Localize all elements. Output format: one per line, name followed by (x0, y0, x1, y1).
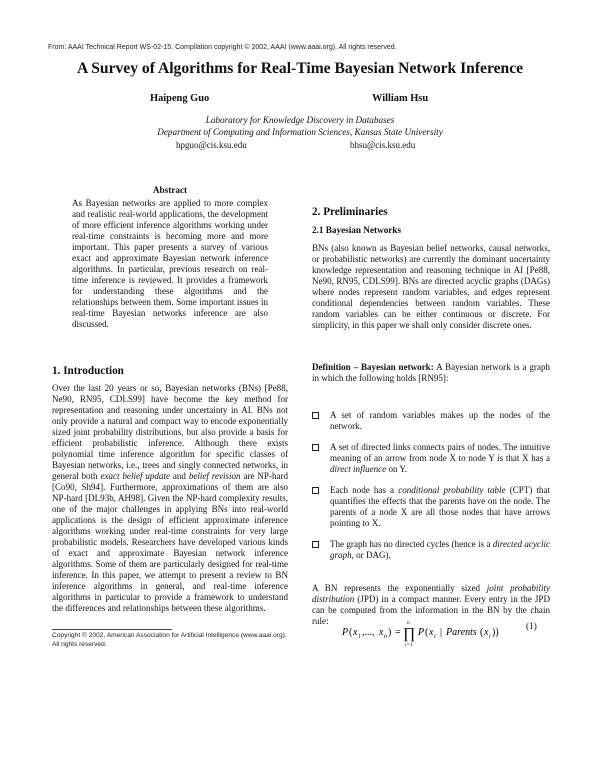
bullet-emphasis: conditional probability table (398, 485, 506, 495)
subsection-heading-bayesian-networks: 2.1 Bayesian Networks (312, 225, 402, 235)
svg-text:,...,: ,..., (362, 627, 375, 638)
bullet-emphasis: directed acyclic graph (330, 539, 550, 560)
section-heading-introduction: 1. Introduction (52, 365, 124, 377)
svg-text:n: n (384, 634, 387, 640)
svg-text:x: x (484, 627, 489, 638)
author-name: Haipeng Guo (150, 93, 210, 104)
intro-emphasis: belief revision (188, 471, 241, 481)
square-bullet-icon (312, 412, 319, 419)
svg-text:x: x (429, 627, 434, 638)
report-header-note: From: AAAI Technical Report WS-02-15. Compilation copyright © 2002, AAAI (www.aaai.org). All rights reserved. (48, 44, 397, 51)
svg-text:x: x (379, 627, 384, 638)
definition-text: A Bayesian network is a graph in which the following holds [RN95]: (312, 362, 551, 383)
preliminaries-paragraph: BNs (also known as Bayesian belief networks, causal networks, or probabilistic networks) are currently the dominant uncertainty knowledge representation and reasoning technique in AI [Pe88, Ne90, RN95, CDLS99]. BNs are directed acyclic graphs (DAGs) where nodes represent random variables, and edges represent conditional dependencies between random variables. These random variables can be either continuous or discrete. For simplicity, in this paper we shall only consider discrete ones. (312, 243, 550, 330)
svg-text:1: 1 (358, 634, 361, 640)
list-item (312, 485, 550, 529)
list-item (312, 539, 550, 561)
svg-text:∏: ∏ (403, 626, 416, 642)
square-bullet-icon (312, 487, 319, 494)
author-email: hpguo@cis.ksu.edu (176, 140, 247, 150)
svg-text:Parents: Parents (446, 627, 477, 638)
square-bullet-icon (312, 444, 319, 451)
svg-text:=: = (395, 627, 401, 638)
bullet-text: The graph has no directed cycles (hence is a (330, 539, 493, 549)
svg-text:): ) (388, 627, 392, 638)
equation-number: (1) (526, 622, 537, 632)
intro-text-part: Over the last 20 years or so, Bayesian networks (BNs) [Pe88, Ne90, RN95, CDLS99] have become the key method for representation and reasoning under uncertainty in AI. BNs not only provide a natural and compact way to encode exponentially sized joint probability distributions, but also provide a basis for efficient probabilistic inference. Although there exists polynomial time inference algorithm for specific classes of Bayesian networks, i.e., trees and singly connected networks, in general both (52, 383, 288, 481)
bullet-text: , or DAG). (351, 550, 391, 560)
abstract-heading: Abstract (152, 185, 188, 195)
definition-bullet-list (312, 410, 550, 571)
intro-text-part: are NP-hard [Co90, Sh94]. Furthermore, approximations of them are also NP-hard [DL93b, AH98]. Given the NP-hard complexity results, one of the major challenges in applying BNs into real-world applications is the design of efficient approximate inference algorithms working under real-time constraints for very large probabilistic models. Researchers have developed various kinds of exact and approximate Bayesian network inference algorithms. Some of them are particularly designed for real-time inference. In this paper, we attempt to present a review to BN inference algorithms in general, and real-time inference algorithms in particular to provide a framework to understand the differences and relationships between these algorithms. (52, 471, 289, 613)
intro-emphasis: exact belief update (100, 471, 170, 481)
svg-text:(: ( (349, 627, 353, 638)
svg-text:(: ( (480, 627, 484, 638)
list-item (312, 410, 550, 432)
copyright-footer: Copyright © 2002, American Association for Artificial Intelligence (www.aaai.org). All rights reserved. (52, 632, 287, 648)
svg-text:P: P (418, 627, 425, 638)
list-item (312, 442, 550, 475)
chain-rule-text: (JPD) in a compact manner. Every entry in the JPD can be computed from the information in the BN by the chain rule: (312, 594, 550, 626)
chain-rule-equation-graphic (340, 617, 520, 649)
paper-title: A Survey of Algorithms for Real-Time Bayesian Network Inference (76, 60, 524, 77)
definition-lead: Definition – Bayesian network: (312, 362, 434, 372)
bullet-text: on Y. (386, 464, 408, 474)
bullet-text: A set of random variables makes up the nodes of the network. (330, 410, 550, 431)
bullet-text: Each node has a (330, 485, 399, 495)
footnote-rule (52, 629, 172, 630)
svg-text:x: x (353, 627, 358, 638)
section-heading-preliminaries: 2. Preliminaries (312, 206, 388, 218)
intro-text-part: and (172, 471, 186, 481)
svg-text:i: i (434, 634, 436, 640)
chain-rule-emphasis: joint probability distribution (312, 583, 550, 604)
svg-text:)): )) (492, 627, 499, 638)
svg-text:P: P (342, 627, 349, 638)
definition-paragraph (312, 362, 550, 384)
introduction-paragraph (52, 383, 288, 614)
chain-rule-text: A BN represents the exponentially sized (312, 583, 487, 593)
affiliation-department: Department of Computing and Information Sciences, Kansas State University (157, 127, 443, 137)
bullet-text: A set of directed links connects pairs of nodes. The intuitive meaning of an arrow from node X to node Y is that X has a (330, 442, 550, 463)
square-bullet-icon (312, 541, 319, 548)
svg-text:|: | (440, 627, 443, 638)
abstract-text: As Bayesian networks are applied to more complex and realistic real-world applications, the development of more efficient inference algorithms working under real-time constraints is becoming more and more important. This paper presents a survey of various exact and approximate Bayesian network inference algorithms. In particular, previous research on real-time inference is reviewed. It provides a framework for understanding these algorithms and the relationships between them. Some important issues in real-time Bayesian networks inference are also discussed. (72, 198, 268, 329)
chain-rule-equation (340, 617, 540, 652)
author-name: William Hsu (372, 93, 429, 104)
svg-text:i=1: i=1 (405, 642, 413, 648)
svg-text:n: n (407, 620, 410, 626)
svg-text:(: ( (425, 627, 429, 638)
bullet-text: (CPT) that quantifies the effects that the parents have on the node. The parents of a node X are all those nodes that have arrows pointing to X. (330, 485, 550, 528)
author-email: bhsu@cis.ksu.edu (350, 140, 416, 150)
svg-text:i: i (489, 634, 491, 640)
bullet-emphasis: direct influence (330, 464, 387, 474)
affiliation-lab: Laboratory for Knowledge Discovery in Databases (205, 115, 395, 125)
